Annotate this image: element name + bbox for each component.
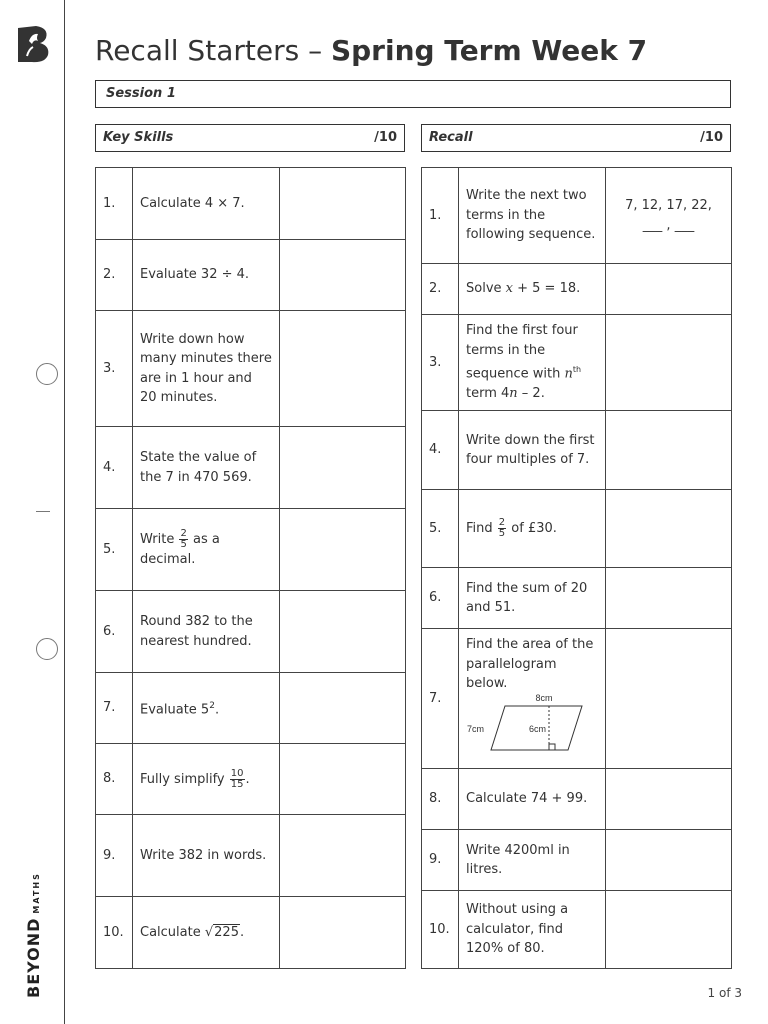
question-number: 3. — [96, 311, 133, 427]
height-label: 6cm — [528, 723, 546, 734]
sqrt-radicand: 225 — [214, 924, 239, 940]
variable: n — [564, 366, 573, 382]
key-skills-table — [95, 167, 406, 969]
fraction-denominator: 15 — [230, 778, 244, 790]
table-row — [422, 769, 732, 830]
question-text — [133, 673, 280, 744]
table-row — [422, 629, 732, 769]
table-row — [422, 490, 732, 568]
brand-wordmark — [24, 872, 43, 998]
answer-box[interactable] — [606, 769, 732, 830]
question-text-part: of £30. — [511, 521, 557, 536]
table-row — [422, 891, 732, 969]
brand-word-beyond: BEYOND — [24, 917, 43, 998]
answer-box[interactable] — [606, 490, 732, 568]
question-text — [459, 315, 606, 411]
question-number: 2. — [422, 264, 459, 315]
question-number: 10. — [96, 897, 133, 969]
question-text: Find the sum of 20 and 51. — [459, 568, 606, 629]
page-title — [95, 34, 647, 67]
title-prefix: Recall Starters – — [95, 34, 331, 67]
question-number: 8. — [422, 769, 459, 830]
punch-hole-bottom — [36, 638, 58, 660]
table-row — [96, 744, 406, 815]
answer-box[interactable] — [606, 411, 732, 490]
answer-box[interactable] — [280, 168, 406, 240]
question-number: 7. — [422, 629, 459, 769]
table-row — [422, 264, 732, 315]
answer-box[interactable] — [606, 629, 732, 769]
answer-box[interactable] — [606, 168, 732, 264]
answer-box[interactable] — [280, 673, 406, 744]
key-skills-title: Key Skills — [103, 130, 174, 145]
question-text — [133, 744, 280, 815]
recall-table — [421, 167, 732, 969]
key-skills-header — [95, 124, 405, 152]
title-bold: Spring Term Week 7 — [330, 34, 648, 67]
fraction-denominator: 5 — [180, 539, 187, 551]
question-text: Write 4200ml in litres. — [459, 830, 606, 891]
question-text-part: Find the first four terms in the sequence with — [466, 323, 578, 382]
question-text-part: term 4 — [466, 386, 510, 402]
table-row — [422, 168, 732, 264]
fraction — [230, 769, 245, 790]
question-text-part: . — [214, 701, 220, 717]
right-angle-marker — [549, 744, 555, 750]
question-number: 5. — [422, 490, 459, 568]
answer-box[interactable] — [280, 591, 406, 673]
question-number: 8. — [96, 744, 133, 815]
slant-side-label: 7cm — [467, 723, 485, 734]
table-row — [96, 168, 406, 240]
fraction-numerator: 2 — [180, 528, 187, 540]
table-row — [422, 830, 732, 891]
question-text — [459, 264, 606, 315]
question-number: 9. — [96, 815, 133, 897]
answer-box[interactable] — [280, 509, 406, 591]
table-row — [96, 427, 406, 509]
question-text-part: Calculate — [140, 924, 201, 940]
answer-box[interactable] — [280, 311, 406, 427]
question-text-part: . — [245, 771, 250, 787]
question-number: 4. — [96, 427, 133, 509]
question-text-part: Write — [140, 532, 175, 548]
parallelogram-diagram — [460, 694, 594, 756]
answer-box[interactable] — [606, 264, 732, 315]
question-number: 1. — [422, 168, 459, 264]
fraction-numerator: 10 — [230, 767, 244, 779]
question-number: 6. — [96, 591, 133, 673]
question-number: 10. — [422, 891, 459, 969]
variable: x — [505, 281, 513, 297]
variable: n — [509, 386, 518, 402]
question-text-part: as a decimal. — [140, 532, 220, 568]
question-text-part: + 5 = 18. — [513, 281, 581, 297]
table-row — [96, 591, 406, 673]
question-text-part: . — [239, 924, 245, 940]
top-side-label: 8cm — [535, 693, 553, 703]
table-row — [422, 568, 732, 629]
exponent: 2 — [209, 700, 215, 711]
question-number: 2. — [96, 240, 133, 311]
question-text: Calculate 74 + 99. — [459, 769, 606, 830]
recall-header — [421, 124, 731, 152]
recall-score: /10 — [700, 130, 723, 145]
question-text: Write 382 in words. — [133, 815, 280, 897]
session-label: Session 1 — [95, 80, 731, 108]
table-row — [96, 815, 406, 897]
table-row — [422, 411, 732, 490]
question-text: Without using a calculator, find 120% of 80. — [459, 891, 606, 969]
question-text: Evaluate 32 ÷ 4. — [133, 240, 280, 311]
question-text-part: – 2. — [517, 386, 545, 402]
question-number: 5. — [96, 509, 133, 591]
table-row — [96, 240, 406, 311]
fraction-denominator: 5 — [498, 528, 506, 539]
sequence-blanks: ___ , ___ — [642, 217, 695, 233]
question-text-part: Evaluate 5 — [140, 701, 210, 717]
question-text: Write the next two terms in the following sequence. — [459, 168, 606, 264]
answer-box[interactable] — [280, 427, 406, 509]
question-text-part: Fully simplify — [140, 771, 225, 787]
sqrt-icon: √ — [204, 924, 214, 940]
question-number: 7. — [96, 673, 133, 744]
key-skills-score: /10 — [374, 130, 397, 145]
table-row — [96, 509, 406, 591]
question-text: Write down how many minutes there are in 1 hour and 20 minutes. — [133, 311, 280, 427]
question-text — [133, 509, 280, 591]
question-text — [459, 629, 606, 769]
table-row — [96, 311, 406, 427]
question-text-part: Find the area of the parallelogram below. — [466, 637, 594, 691]
question-text: Calculate 4 × 7. — [133, 168, 280, 240]
question-text — [133, 897, 280, 969]
table-row — [422, 315, 732, 411]
question-text: Write down the first four multiples of 7. — [459, 411, 606, 490]
question-text: Round 382 to the nearest hundred. — [133, 591, 280, 673]
fraction — [498, 518, 506, 539]
question-number: 9. — [422, 830, 459, 891]
punch-hole-top — [36, 363, 58, 385]
beyond-logo-icon — [16, 24, 50, 64]
answer-box[interactable] — [280, 744, 406, 815]
question-text — [459, 490, 606, 568]
question-number: 1. — [96, 168, 133, 240]
fraction-numerator: 2 — [498, 517, 506, 528]
table-row — [96, 897, 406, 969]
question-text-part: Solve — [466, 281, 506, 297]
fraction — [179, 529, 187, 550]
question-number: 4. — [422, 411, 459, 490]
answer-box[interactable] — [280, 897, 406, 969]
sequence-given: 7, 12, 17, 22, — [625, 198, 712, 213]
answer-box[interactable] — [606, 315, 732, 411]
question-text: State the value of the 7 in 470 569. — [133, 427, 280, 509]
answer-box[interactable] — [280, 240, 406, 311]
fold-mark — [36, 511, 50, 512]
page-number: 1 of 3 — [707, 986, 742, 1000]
answer-box[interactable] — [606, 568, 732, 629]
table-row — [96, 673, 406, 744]
brand-word-maths: MATHS — [32, 872, 41, 914]
recall-title: Recall — [429, 130, 473, 145]
superscript: th — [572, 365, 582, 375]
margin-line — [64, 0, 65, 1024]
question-text-part: Find — [466, 521, 493, 536]
question-number: 3. — [422, 315, 459, 411]
question-number: 6. — [422, 568, 459, 629]
answer-box[interactable] — [280, 815, 406, 897]
answer-box[interactable] — [606, 891, 732, 969]
answer-box[interactable] — [606, 830, 732, 891]
